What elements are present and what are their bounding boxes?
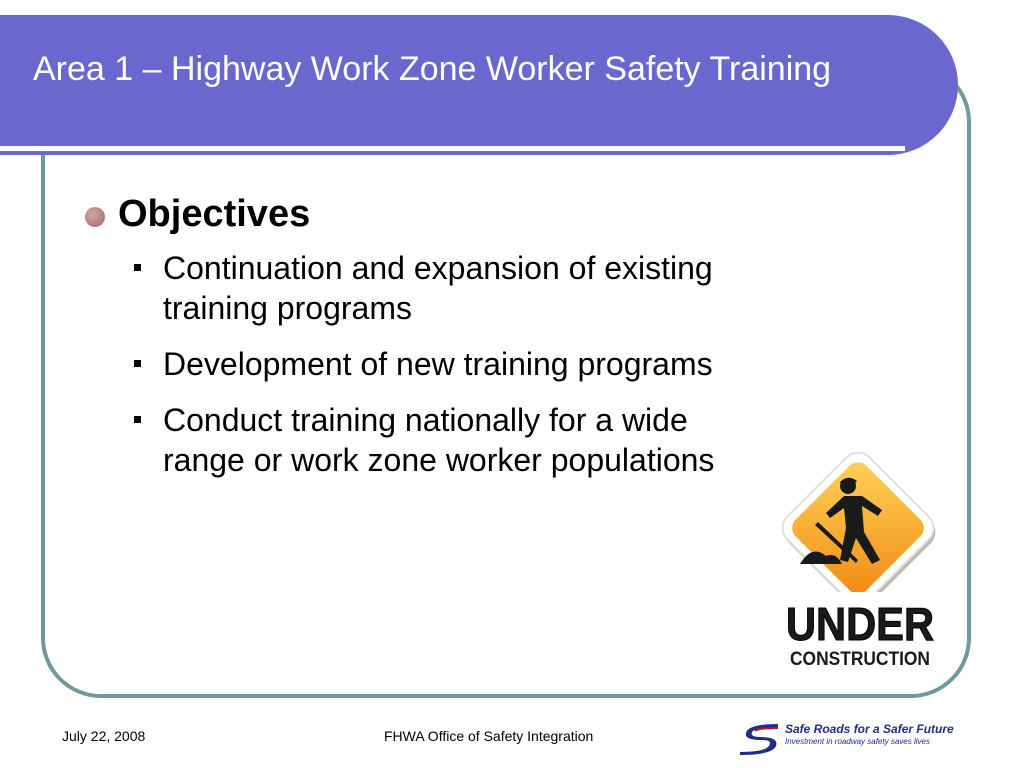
list-item bbox=[82, 344, 723, 384]
sign-construction-text: CONSTRUCTION bbox=[790, 649, 930, 670]
objectives-sublist bbox=[82, 248, 762, 480]
sign-under-text: UNDER bbox=[786, 598, 934, 650]
logo-subtitle: Investment in roadway safety saves lives bbox=[785, 737, 930, 746]
list-item bbox=[82, 248, 723, 328]
bullet-dot-icon bbox=[85, 207, 105, 227]
footer-date: July 22, 2008 bbox=[62, 728, 146, 744]
objectives-heading-text: Objectives bbox=[118, 193, 311, 235]
square-bullet-icon bbox=[134, 264, 141, 271]
list-item-text: Continuation and expansion of existing training programs bbox=[163, 250, 713, 326]
objectives-heading bbox=[82, 188, 762, 240]
square-bullet-icon bbox=[134, 360, 141, 367]
bullet-list bbox=[82, 188, 762, 496]
title-banner bbox=[0, 15, 958, 155]
safe-roads-logo bbox=[738, 720, 988, 756]
footer-center-text: FHWA Office of Safety Integration bbox=[384, 728, 594, 744]
square-bullet-icon bbox=[134, 416, 141, 423]
under-construction-sign bbox=[760, 452, 960, 682]
list-item bbox=[82, 400, 723, 480]
title-underline bbox=[0, 146, 905, 151]
list-item-text: Development of new training programs bbox=[163, 346, 713, 382]
swoosh-s-icon bbox=[738, 720, 782, 756]
logo-title: Safe Roads for a Safer Future bbox=[785, 722, 954, 736]
list-item-text: Conduct training nationally for a wide range or work zone worker populations bbox=[163, 402, 715, 478]
slide-title: Area 1 – Highway Work Zone Worker Safety Training bbox=[33, 50, 832, 88]
